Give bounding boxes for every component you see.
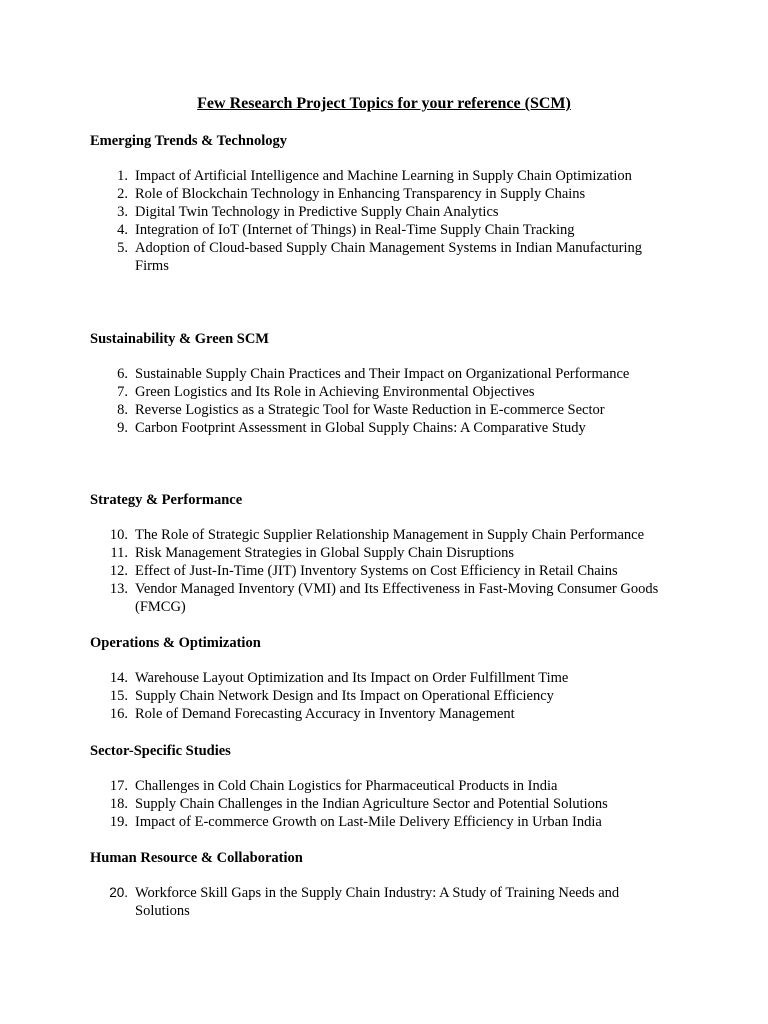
list-item bbox=[0, 544, 675, 562]
section-heading: Sustainability & Green SCM bbox=[90, 331, 269, 347]
item-text: Sustainable Supply Chain Practices and Their Impact on Organizational Performance bbox=[135, 366, 630, 382]
item-text: Workforce Skill Gaps in the Supply Chain Industry: A Study of Training Needs and Solutions bbox=[135, 885, 620, 919]
item-number: 7. bbox=[117, 384, 128, 400]
item-number: 12. bbox=[109, 563, 128, 579]
list-item bbox=[0, 669, 675, 687]
list-item bbox=[0, 526, 675, 544]
item-number: 14. bbox=[109, 670, 128, 686]
item-text: Challenges in Cold Chain Logistics for Pharmaceutical Products in India bbox=[135, 778, 558, 794]
section-heading: Strategy & Performance bbox=[90, 492, 243, 508]
topic-list bbox=[0, 526, 675, 616]
list-item bbox=[0, 239, 675, 275]
section-heading: Human Resource & Collaboration bbox=[90, 850, 303, 866]
item-text: Role of Demand Forecasting Accuracy in Inventory Management bbox=[135, 706, 515, 722]
item-text: Digital Twin Technology in Predictive Supply Chain Analytics bbox=[135, 204, 499, 220]
section-heading: Operations & Optimization bbox=[90, 635, 261, 651]
list-item bbox=[0, 419, 675, 437]
list-item bbox=[0, 777, 675, 795]
item-text: Green Logistics and Its Role in Achieving Environmental Objectives bbox=[135, 384, 535, 400]
item-number: 15. bbox=[109, 688, 128, 704]
list-item bbox=[0, 383, 675, 401]
item-number: 4. bbox=[117, 222, 128, 238]
topic-list bbox=[0, 777, 675, 831]
item-text: Impact of E-commerce Growth on Last-Mile Delivery Efficiency in Urban India bbox=[135, 814, 602, 830]
item-number: 9. bbox=[117, 420, 128, 436]
list-item bbox=[0, 562, 675, 580]
section-heading: Emerging Trends & Technology bbox=[90, 133, 287, 149]
item-text: Risk Management Strategies in Global Supply Chain Disruptions bbox=[135, 545, 514, 561]
item-number: 11. bbox=[110, 545, 128, 561]
list-item bbox=[0, 705, 675, 723]
topic-list bbox=[0, 167, 675, 275]
item-number: 18. bbox=[109, 796, 128, 812]
item-text: The Role of Strategic Supplier Relationship Management in Supply Chain Performance bbox=[135, 527, 645, 543]
list-item bbox=[0, 167, 675, 185]
item-text: Effect of Just-In-Time (JIT) Inventory Systems on Cost Efficiency in Retail Chains bbox=[135, 563, 618, 579]
list-item bbox=[0, 185, 675, 203]
list-item bbox=[0, 365, 675, 383]
item-number: 6. bbox=[117, 366, 128, 382]
item-text: Role of Blockchain Technology in Enhancing Transparency in Supply Chains bbox=[135, 186, 586, 202]
item-text: Adoption of Cloud-based Supply Chain Management Systems in Indian Manufacturing Firms bbox=[135, 240, 643, 274]
list-item bbox=[0, 401, 675, 419]
item-text: Integration of IoT (Internet of Things) in Real-Time Supply Chain Tracking bbox=[135, 222, 575, 238]
document-title: Few Research Project Topics for your reference (SCM) bbox=[197, 95, 571, 112]
item-number: 1. bbox=[117, 168, 128, 184]
list-item bbox=[0, 795, 675, 813]
section-heading: Sector-Specific Studies bbox=[90, 743, 231, 759]
item-text: Warehouse Layout Optimization and Its Impact on Order Fulfillment Time bbox=[135, 670, 569, 686]
topic-list bbox=[0, 884, 675, 920]
item-number: 5. bbox=[117, 240, 128, 256]
item-number: 17. bbox=[109, 778, 128, 794]
list-item bbox=[0, 221, 675, 239]
list-item bbox=[0, 687, 675, 705]
item-number: 16. bbox=[109, 706, 128, 722]
item-number: 2. bbox=[117, 186, 128, 202]
list-item bbox=[0, 884, 675, 920]
item-text: Supply Chain Network Design and Its Impact on Operational Efficiency bbox=[135, 688, 554, 704]
item-text: Vendor Managed Inventory (VMI) and Its Effectiveness in Fast-Moving Consumer Goods (FMCG) bbox=[135, 581, 659, 615]
list-item bbox=[0, 813, 675, 831]
item-text: Carbon Footprint Assessment in Global Supply Chains: A Comparative Study bbox=[135, 420, 586, 436]
topic-list bbox=[0, 669, 675, 723]
item-number: 10. bbox=[109, 527, 128, 543]
item-text: Impact of Artificial Intelligence and Machine Learning in Supply Chain Optimization bbox=[135, 168, 632, 184]
list-item bbox=[0, 580, 675, 616]
item-number: 3. bbox=[117, 204, 128, 220]
item-number: 13. bbox=[109, 581, 128, 597]
item-number: 8. bbox=[117, 402, 128, 418]
item-number: 20. bbox=[109, 885, 128, 900]
topic-list bbox=[0, 365, 675, 437]
item-text: Reverse Logistics as a Strategic Tool for Waste Reduction in E-commerce Sector bbox=[135, 402, 605, 418]
item-number: 19. bbox=[109, 814, 128, 830]
item-text: Supply Chain Challenges in the Indian Agriculture Sector and Potential Solutions bbox=[135, 796, 608, 812]
list-item bbox=[0, 203, 675, 221]
